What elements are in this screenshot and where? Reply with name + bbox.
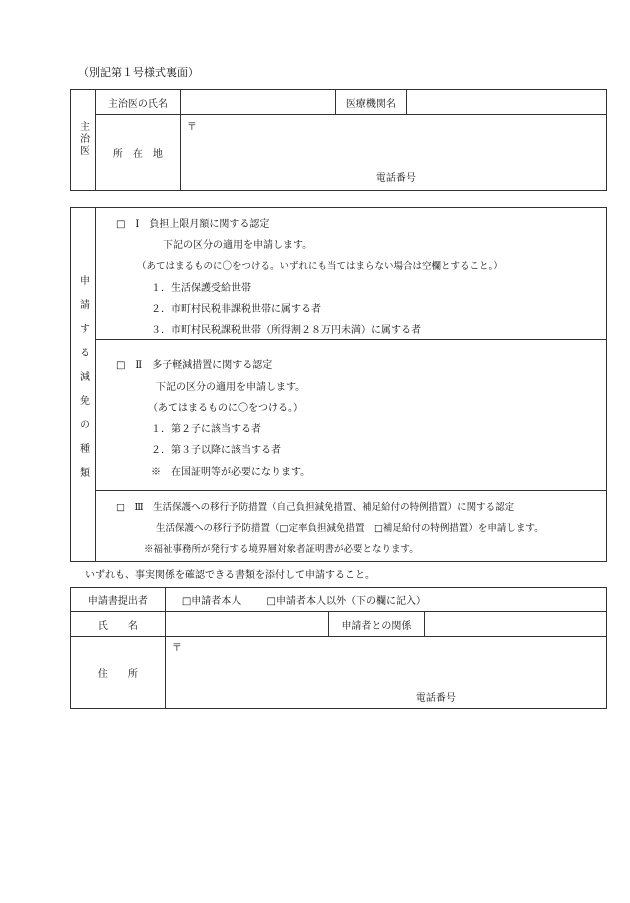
- form-header: （別記第１号様式裏面）: [78, 66, 199, 79]
- section-1-item-1: １．生活保護受給世帯: [150, 283, 251, 294]
- section-3-note: ※福祉事務所が発行する境界層対象者証明書が必要となります。: [143, 544, 419, 555]
- submitter-name-field[interactable]: [165, 612, 328, 637]
- doctor-phone-label: 電話番号: [375, 173, 416, 184]
- section-2-title[interactable]: □ Ⅱ 多子軽減措置に関する認定: [115, 360, 273, 371]
- submitter-label: 申請書提出者: [71, 588, 166, 612]
- postal-mark: 〒: [186, 122, 197, 133]
- section-3-title[interactable]: □ Ⅲ 生活保護への移行予防措置（自己負担減免措置、補足給付の特例措置）に関する認定: [115, 502, 515, 513]
- section-1-item-2: ２．市町村民税非課税世帯に属する者: [150, 304, 321, 315]
- institution-label: 医療機関名: [335, 90, 407, 115]
- doctor-side-label: 主治医: [71, 90, 96, 191]
- section-2-line2: （あてはまるものに〇をつける。）: [147, 403, 303, 414]
- section-1-title[interactable]: □ Ⅰ 負担上限月額に関する認定: [115, 219, 270, 230]
- submitter-phone-label: 電話番号: [415, 693, 456, 704]
- section-3: [95, 491, 606, 562]
- section-1-item-3: ３．市町村民税課税世帯（所得割２８万円未満）に属する者: [150, 325, 421, 336]
- doctor-address-field[interactable]: [180, 115, 606, 191]
- section-2-line1: 下記の区分の適用を申請します。: [155, 382, 306, 393]
- section-2-item-2: ２．第３子以降に該当する者: [150, 445, 281, 456]
- section-1-line2: （あてはまるものに〇をつける。いずれにも当てはまらない場合は空欄とすること。）: [136, 261, 503, 272]
- submitter-address-label: 住 所: [71, 637, 166, 709]
- submitter-address-field[interactable]: [165, 637, 606, 709]
- section-3-line1: 生活保護への移行予防措置（□定率負担減免措置 □補足給付の特例措置）を申請します。: [155, 523, 544, 534]
- section-2: [95, 340, 606, 491]
- submitter-name-label: 氏 名: [71, 612, 166, 637]
- section-2-note: ※ 在国証明等が必要になります。: [150, 467, 311, 478]
- reduction-table: [70, 207, 607, 562]
- section-1-line1: 下記の区分の適用を申請します。: [162, 240, 313, 251]
- relation-field[interactable]: [425, 612, 607, 637]
- doctor-name-field[interactable]: [180, 90, 335, 115]
- reduction-side-label: 申請する減免の種類: [71, 208, 96, 562]
- section-1: [95, 208, 606, 340]
- doctor-address-label: 所 在 地: [95, 115, 180, 191]
- submitter-options: [165, 588, 606, 612]
- relation-label: 申請者との関係: [328, 612, 425, 637]
- doctor-name-label: 主治医の氏名: [95, 90, 180, 115]
- footnote: いずれも、事実関係を確認できる書類を添付して申請すること。: [85, 570, 375, 581]
- submitter-table: [70, 587, 607, 709]
- option-self[interactable]: □申請者本人: [181, 596, 242, 607]
- option-other[interactable]: □申請者本人以外（下の欄に記入）: [266, 596, 426, 607]
- institution-field[interactable]: [407, 90, 607, 115]
- postal-mark: 〒: [171, 643, 182, 654]
- doctor-table: [70, 89, 607, 191]
- section-2-item-1: １．第２子に該当する者: [150, 424, 261, 435]
